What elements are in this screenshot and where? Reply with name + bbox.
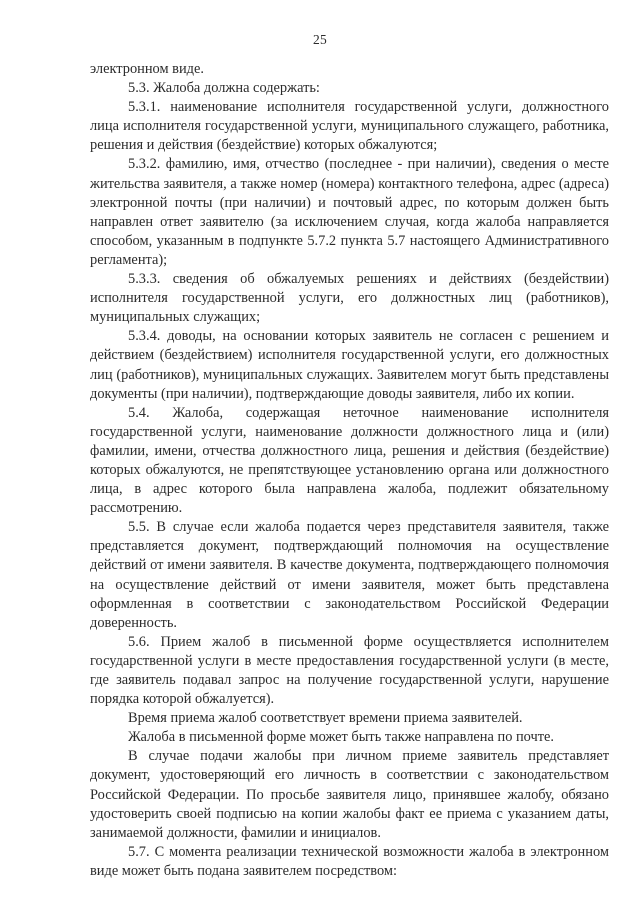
paragraph-continuation: электронном виде.	[90, 61, 204, 77]
paragraph-5-3-3: 5.3.3. сведения об обжалуемых решениях и действиях (бездействии) исполнителя государственной услуги, его должностных лиц (работников), муниципальных служащих;	[90, 271, 609, 326]
paragraph-5-5: 5.5. В случае если жалоба подается через представителя заявителя, также представляется документ, подтверждающий полномочия на осуществление действий от имени заявителя. В качестве документа, подтверждающего полномочия на осуществление действий от имени заявителя, может быть представлена оформленная в соответствии с законодательством Российской Федерации доверенность.	[90, 519, 609, 631]
page-number: 25	[312, 32, 328, 47]
paragraph-postal-submission: Жалоба в письменной форме может быть также направлена по почте.	[128, 729, 555, 746]
paragraph-reception-time: Время приема жалоб соответствует времени приема заявителей.	[128, 710, 523, 727]
paragraph-5-3-2: 5.3.2. фамилию, имя, отчество (последнее - при наличии), сведения о месте жительства заявителя, а также номер (номера) контактного телефона, адрес (адреса) электронной почты (при наличии) и почтовый адрес, по которым должен быть направлен ответ заявителю (за исключением случая, когда жалоба направляется способом, указанным в подпункте 5.7.2 пункта 5.7 настоящего Административного регламента);	[90, 156, 609, 268]
paragraph-5-3-1: 5.3.1. наименование исполнителя государственной услуги, должностного лица исполнителя государственной услуги, муниципального служащего, работника, решения и действия (бездействие) которых обжалуются;	[90, 99, 609, 154]
paragraph-5-7: 5.7. С момента реализации технической возможности жалоба в электронном виде может быть подана заявителем посредством:	[90, 843, 609, 879]
paragraph-personal-reception: В случае подачи жалобы при личном приеме заявитель представляет документ, удостоверяющий его личность в соответствии с законодательством Российской Федерации. По просьбе заявителя лицо, принявшее жалобу, обязано удостоверить своей подписью на копии жалобы факт ее приема с указанием даты, занимаемой должности, фамилии и инициалов.	[90, 748, 609, 841]
document-body	[90, 60, 609, 881]
paragraph-5-6: 5.6. Прием жалоб в письменной форме осуществляется исполнителем государственной услуги в месте предоставления государственной услуги (в месте, где заявитель подавал запрос на получение государственной услуги, нарушение порядка которой обжалуется).	[90, 633, 609, 708]
paragraph-5-4: 5.4. Жалоба, содержащая неточное наименование исполнителя государственной услуги, наименование должности должностного лица и (или) фамилии, имени, отчества должностного лица, решения и действия (бездействие) которых обжалуются, не препятствующее установлению органа или должностного лица, в адрес которого была направлена жалоба, подлежит обязательному рассмотрению.	[90, 404, 609, 517]
paragraph-5-3-4: 5.3.4. доводы, на основании которых заявитель не согласен с решением и действием (бездействием) исполнителя государственной услуги, его должностных лиц (работников), муниципальных служащих. Заявителем могут быть представлены документы (при наличии), подтверждающие доводы заявителя, либо их копии.	[90, 328, 609, 402]
paragraph-5-3: 5.3. Жалоба должна содержать:	[128, 80, 320, 97]
